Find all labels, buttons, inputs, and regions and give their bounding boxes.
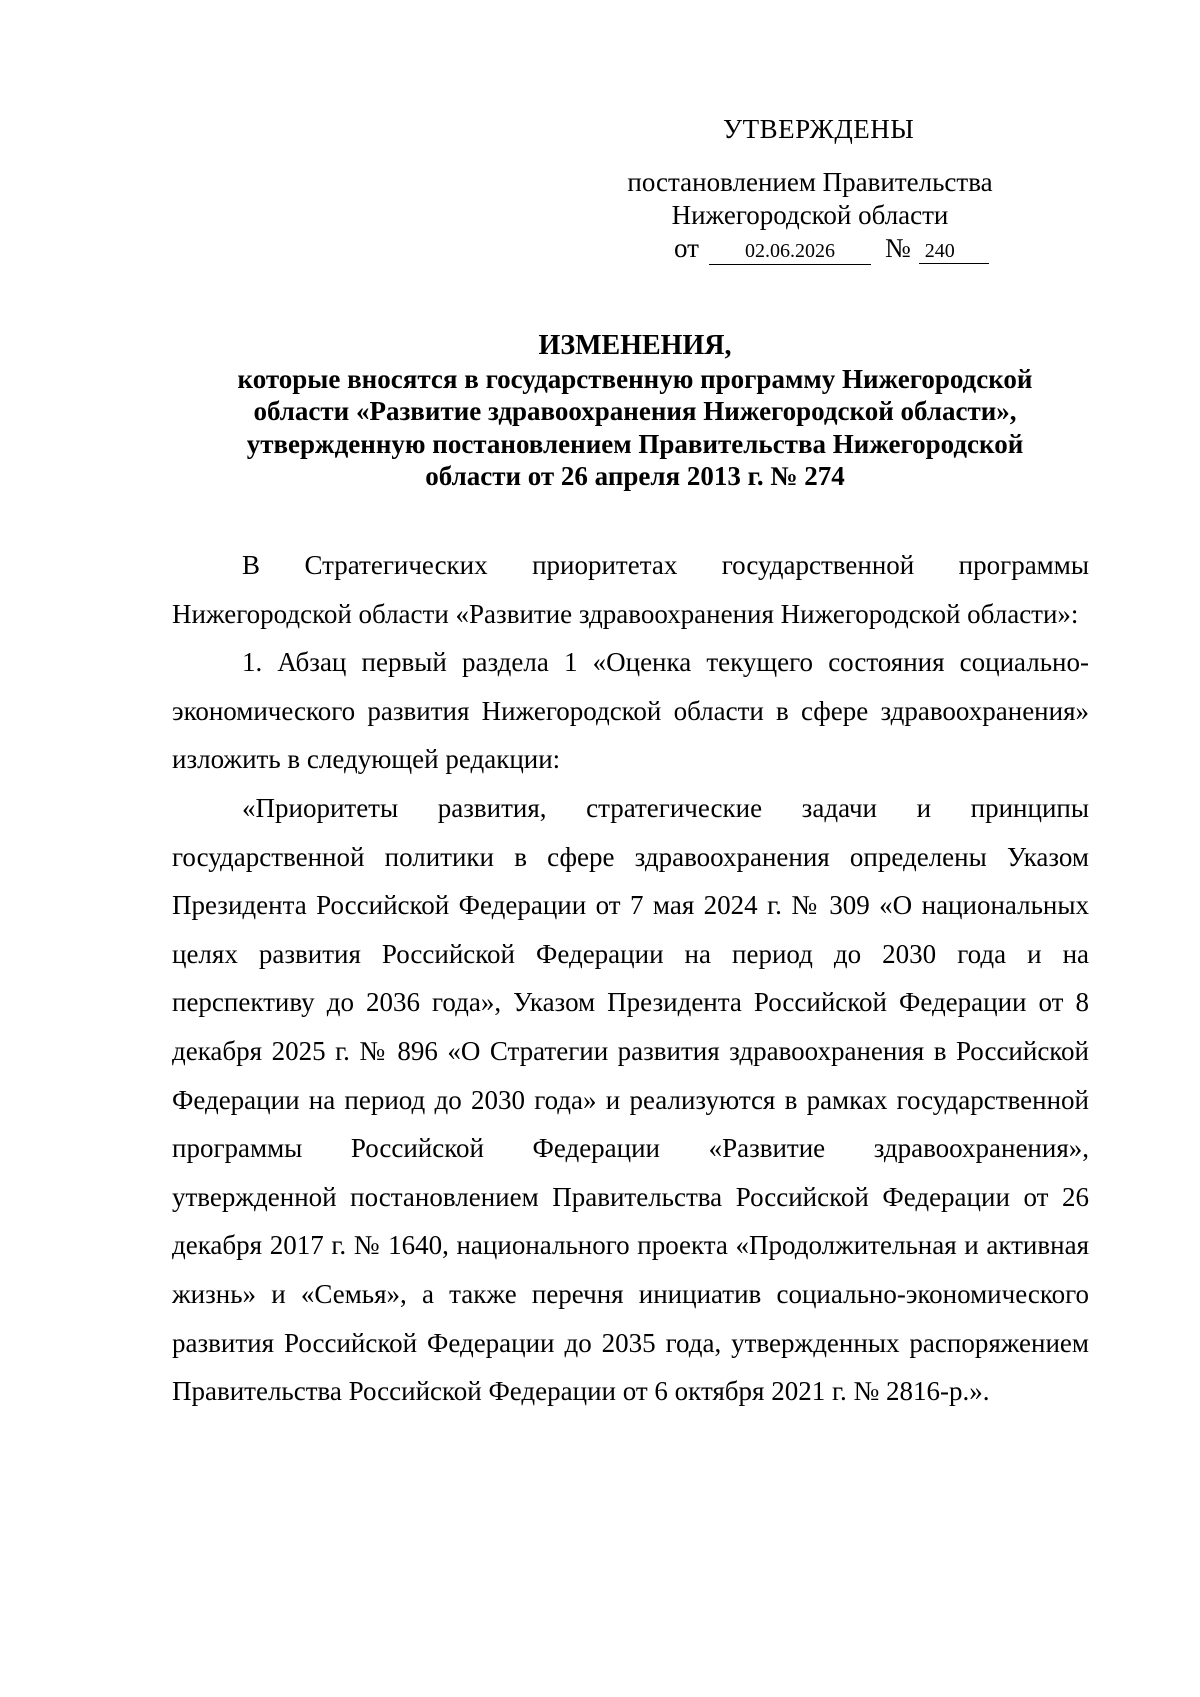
approval-number-field: 240 [919, 238, 989, 264]
approval-date-row [674, 233, 989, 267]
body-paragraph-intro: В Стратегических приоритетах государственной программы Нижегородской области «Развитие здравоохранения Нижегородской области»: [172, 550, 1089, 629]
number-sign: № [884, 233, 911, 263]
heading-line-2: области «Развитие здравоохранения Нижегородской области», [253, 396, 1017, 426]
document-body [172, 541, 1089, 1416]
body-paragraph-quote: «Приоритеты развития, стратегические задачи и принципы государственной политики в сфере здравоохранения определены Указом Президента Российской Федерации от 7 мая 2024 г. № 309 «О национальных целях развития Российской Федерации на период до 2030 года и на перспективу до 2036 года», Указом Президента Российской Федерации от 8 декабря 2025 г. № 896 «О Стратегии развития здравоохранения в Российской Федерации на период до 2030 года» и реализуются в рамках государственной программы Российской Федерации «Развитие здравоохранения», утвержденной постановлением Правительства Российской Федерации от 26 декабря 2017 г. № 1640, национального проекта «Продолжительная и активная жизнь» и «Семья», а также перечня инициатив социально-экономического развития Российской Федерации до 2035 года, утвержденных распоряжением Правительства Российской Федерации от 6 октября 2021 г. № 2816-р.». [172, 792, 1089, 1407]
approval-title: УТВЕРЖДЕНЫ [723, 114, 915, 144]
body-paragraph-item-1: 1. Абзац первый раздела 1 «Оценка текущего состояния социально-экономического развития Нижегородской области в сфере здравоохранения» изложить в следующей редакции: [172, 647, 1089, 775]
heading-line-1: которые вносятся в государственную программу Нижегородской [237, 363, 1033, 394]
document-heading [170, 330, 1100, 493]
date-prefix: от [674, 233, 699, 263]
approval-date-field: 02.06.2026 [709, 238, 871, 265]
approval-authority-line: постановлением Правительства [627, 167, 993, 197]
heading-line-4: области от 26 апреля 2013 г. № 274 [425, 461, 845, 491]
heading-title: ИЗМЕНЕНИЯ, [538, 330, 732, 361]
approval-region-line: Нижегородской области [671, 200, 949, 230]
heading-line-3: утвержденную постановлением Правительства Нижегородской [246, 428, 1024, 459]
